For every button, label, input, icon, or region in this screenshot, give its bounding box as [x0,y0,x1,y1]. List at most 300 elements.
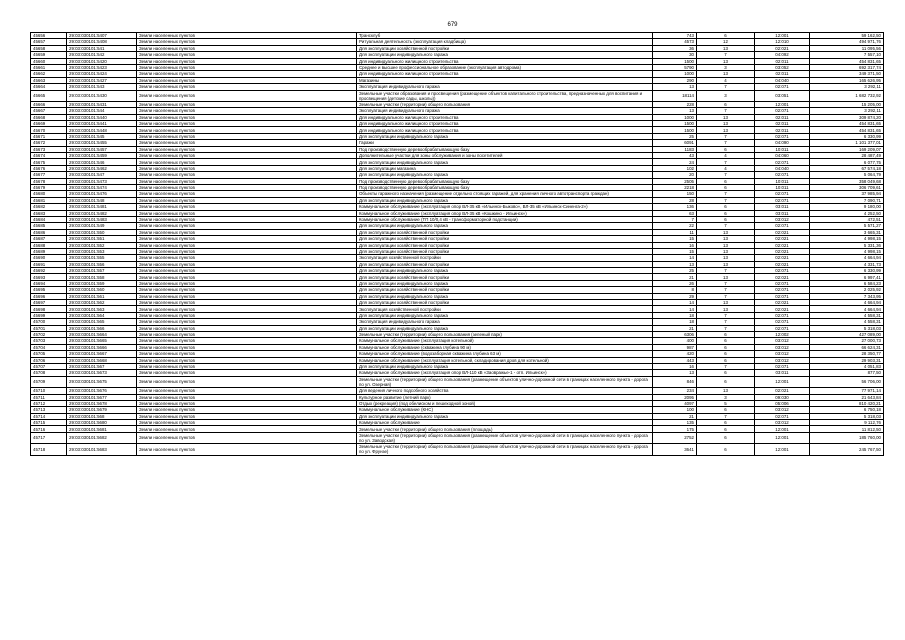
use-code-cell: 12:001 [755,432,810,443]
land-category-cell: Земли населенных пунктов [137,325,357,331]
land-category-cell: Земли населенных пунктов [137,165,357,171]
row-number-cell: 45707 [31,363,67,369]
cadastral-value-cell: 4 664,94 [810,300,884,306]
group-cell: 6 [697,426,755,432]
permitted-use-cell: Земельные участки (территории) общего пользования (размещение объектов улично-дорожной сети в границах населенного пункта - дорога по ул. Озерная) [357,376,653,387]
permitted-use-cell: Для ведения личного подсобного хозяйства [357,388,653,394]
cadastral-value-cell: 165 626,95 [810,77,884,83]
land-category-cell: Земли населенных пунктов [137,140,357,146]
area-cell: 1500 [653,58,697,64]
cadastral-number-cell: 29:03:030101:555 [67,255,137,261]
cadastral-value-cell: 6 330,99 [810,133,884,139]
use-code-cell: 03:052 [755,64,810,70]
cadastral-number-cell: 29:03:030101:5483 [67,216,137,222]
area-cell: 26 [653,280,697,286]
area-cell: 2505 [653,178,697,184]
cadastral-number-cell: 29:03:030101:5665 [67,338,137,344]
cadastral-number-cell: 29:03:030101:559 [67,280,137,286]
permitted-use-cell: Коммунальное обслуживание (эксплуатация котельной) [357,338,653,344]
permitted-use-cell: Для эксплуатации хозяйственной постройки [357,242,653,248]
land-category-cell: Земли населенных пунктов [137,204,357,210]
cadastral-value-cell: 358 049,68 [810,178,884,184]
cadastral-value-cell: 7 090,71 [810,197,884,203]
cadastral-number-cell: 29:03:030101:551 [67,236,137,242]
cadastral-value-cell: 77 971,14 [810,388,884,394]
use-code-cell: 02:071 [755,413,810,419]
row-number-cell: 45715 [31,420,67,426]
cadastral-value-cell: 3 665,31 [810,229,884,235]
cadastral-number-cell: 29:03:030101:5664 [67,331,137,337]
cadastral-value-cell: 169 209,07 [810,146,884,152]
table-row [31,376,884,387]
group-cell: 6 [697,33,755,39]
use-code-cell: 02:071 [755,312,810,318]
group-cell: 7 [697,191,755,197]
use-code-cell: 02:021 [755,306,810,312]
land-category-cell: Земли населенных пунктов [137,172,357,178]
row-number-cell: 45688 [31,242,67,248]
land-category-cell: Земли населенных пунктов [137,210,357,216]
row-number-cell: 45677 [31,172,67,178]
group-cell: 7 [697,413,755,419]
cadastral-number-cell: 29:03:030101:557 [67,268,137,274]
area-cell: 1500 [653,121,697,127]
row-number-cell: 45671 [31,133,67,139]
group-cell: 13 [697,255,755,261]
cadastral-number-cell: 29:03:030101:549 [67,223,137,229]
cadastral-value-cell: 4 664,94 [810,306,884,312]
cadastral-value-cell: 1 101 377,01 [810,140,884,146]
row-number-cell: 45669 [31,121,67,127]
land-category-cell: Земли населенных пунктов [137,306,357,312]
group-cell: 7 [697,133,755,139]
permitted-use-cell: Для эксплуатации хозяйственной постройки [357,261,653,267]
area-cell: 4573 [653,39,697,45]
area-cell: 30 [653,52,697,58]
area-cell: 15 [653,248,697,254]
group-cell: 7 [697,363,755,369]
area-cell: 7 [653,216,697,222]
permitted-use-cell: Для эксплуатации хозяйственной постройки [357,274,653,280]
cadastral-value-cell: 28 487,49 [810,153,884,159]
land-category-cell: Земли населенных пунктов [137,432,357,443]
row-number-cell: 45691 [31,261,67,267]
cadastral-number-cell: 29:03:030101:547 [67,172,137,178]
group-cell: 6 [697,351,755,357]
group-cell: 6 [697,216,755,222]
table-row [31,444,884,455]
permitted-use-cell: Ритуальная деятельность (эксплуатация кладбища) [357,39,653,45]
use-code-cell: 02:071 [755,268,810,274]
row-number-cell: 45708 [31,370,67,376]
area-cell: 20 [653,172,697,178]
cadastral-number-cell: 29:03:030101:5408 [67,39,137,45]
land-category-cell: Земли населенных пунктов [137,127,357,133]
land-category-cell: Земли населенных пунктов [137,45,357,51]
group-cell: 6 [697,432,755,443]
cadastral-number-cell: 29:03:030101:5407 [67,33,137,39]
cadastral-number-cell: 29:03:030101:553 [67,248,137,254]
group-cell: 7 [697,159,755,165]
row-number-cell: 45674 [31,153,67,159]
group-cell: 4 [697,165,755,171]
row-number-cell: 45699 [31,312,67,318]
cadastral-value-cell: 454 831,65 [810,121,884,127]
land-category-cell: Земли населенных пунктов [137,58,357,64]
cadastral-number-cell: 29:03:030101:541 [67,45,137,51]
permitted-use-cell: Коммунальное обслуживание (скважина глубина 90 м) [357,344,653,350]
area-cell: 22 [653,223,697,229]
land-category-cell: Земли населенных пунктов [137,153,357,159]
cadastral-number-cell: 29:03:030101:542 [67,52,137,58]
area-cell: 6306 [653,331,697,337]
area-cell: 15 [653,236,697,242]
cadastral-value-cell: 309 874,20 [810,114,884,120]
use-code-cell: 12:002 [755,331,810,337]
cadastral-value-table [30,32,884,456]
row-number-cell: 45664 [31,84,67,90]
cadastral-number-cell: 29:03:030101:5677 [67,394,137,400]
land-category-cell: Земли населенных пунктов [137,39,357,45]
land-category-cell: Земли населенных пунктов [137,274,357,280]
cadastral-number-cell: 29:03:030101:552 [67,242,137,248]
permitted-use-cell: Для индивидуального жилищного строительства [357,58,653,64]
row-number-cell: 45713 [31,407,67,413]
cadastral-value-cell: 3 292,11 [810,108,884,114]
cadastral-value-cell: 5 064,79 [810,172,884,178]
cadastral-value-cell: 59 162,50 [810,33,884,39]
land-category-cell: Земли населенных пунктов [137,287,357,293]
land-category-cell: Земли населенных пунктов [137,52,357,58]
use-code-cell: 02:071 [755,172,810,178]
area-cell: 43 [653,153,697,159]
cadastral-value-cell: 2 025,92 [810,287,884,293]
land-category-cell: Земли населенных пунктов [137,351,357,357]
use-code-cell: 03:012 [755,420,810,426]
area-cell: 135 [653,420,697,426]
use-code-cell: 10:011 [755,185,810,191]
area-cell: 136 [653,204,697,210]
row-number-cell: 45681 [31,197,67,203]
cadastral-number-cell: 29:03:030101:545 [67,133,137,139]
group-cell: 7 [697,280,755,286]
area-cell: 16 [653,363,697,369]
use-code-cell: 02:071 [755,280,810,286]
land-category-cell: Земли населенных пунктов [137,242,357,248]
land-category-cell: Земли населенных пунктов [137,363,357,369]
cadastral-value-cell: 4 558,31 [810,312,884,318]
permitted-use-cell: Эксплуатация хозяйственной постройки [357,255,653,261]
land-category-cell: Земли населенных пунктов [137,280,357,286]
permitted-use-cell: Для индивидуального жилищного строительства [357,114,653,120]
cadastral-value-cell: 6 330,99 [810,268,884,274]
use-code-cell: 02:071 [755,363,810,369]
cadastral-value-cell: 5 571,27 [810,223,884,229]
permitted-use-cell: Для эксплуатации индивидуального гаража [357,268,653,274]
cadastral-value-cell: 7 343,95 [810,293,884,299]
permitted-use-cell: Отдых (рекреация) (под обелиском и пешеходной зоной) [357,400,653,406]
group-cell: 6 [697,420,755,426]
group-cell: 6 [697,370,755,376]
row-number-cell: 45666 [31,101,67,107]
land-category-cell: Земли населенных пунктов [137,77,357,83]
group-cell: 13 [697,306,755,312]
cadastral-value-cell: 494 971,76 [810,39,884,45]
use-code-cell: 03:012 [755,338,810,344]
group-cell: 6 [697,331,755,337]
land-category-cell: Земли населенных пунктов [137,159,357,165]
land-category-cell: Земли населенных пунктов [137,133,357,139]
area-cell: 102 [653,165,697,171]
use-code-cell: 02:071 [755,159,810,165]
group-cell: 6 [697,146,755,152]
land-category-cell: Земли населенных пунктов [137,101,357,107]
cadastral-number-cell: 29:03:030101:5679 [67,407,137,413]
permitted-use-cell: Для эксплуатации хозяйственной постройки [357,287,653,293]
use-code-cell: 04:060 [755,153,810,159]
cadastral-number-cell: 29:03:030101:5667 [67,351,137,357]
land-category-cell: Земли населенных пунктов [137,33,357,39]
row-number-cell: 45678 [31,178,67,184]
cadastral-number-cell: 29:03:030101:5457 [67,146,137,152]
land-category-cell: Земли населенных пунктов [137,319,357,325]
land-category-cell: Земли населенных пунктов [137,216,357,222]
cadastral-number-cell: 29:03:030101:563 [67,306,137,312]
area-cell: 987 [653,344,697,350]
permitted-use-cell: Трансклуб [357,33,653,39]
cadastral-number-cell: 29:03:030101:5673 [67,370,137,376]
permitted-use-cell: Для эксплуатации индивидуального гаража [357,413,653,419]
land-category-cell: Земли населенных пунктов [137,312,357,318]
row-number-cell: 45656 [31,33,67,39]
cadastral-number-cell: 29:03:030101:5668 [67,357,137,363]
row-number-cell: 45701 [31,325,67,331]
permitted-use-cell: Для эксплуатации хозяйственной постройки [357,300,653,306]
land-category-cell: Земли населенных пунктов [137,388,357,394]
cadastral-number-cell: 29:03:030101:5420 [67,58,137,64]
row-number-cell: 45710 [31,388,67,394]
permitted-use-cell: Гаражи [357,140,653,146]
land-category-cell: Земли населенных пунктов [137,293,357,299]
land-category-cell: Земли населенных пунктов [137,146,357,152]
group-cell: 4 [697,77,755,83]
area-cell: 13 [653,108,697,114]
row-number-cell: 45716 [31,426,67,432]
table-row [31,90,884,101]
cadastral-number-cell: 29:03:030101:5430 [67,90,137,101]
cadastral-number-cell: 29:03:030101:5440 [67,114,137,120]
area-cell: 743 [653,33,697,39]
cadastral-number-cell: 29:03:030101:543 [67,84,137,90]
cadastral-number-cell: 29:03:030101:5474 [67,185,137,191]
row-number-cell: 45717 [31,432,67,443]
use-code-cell: 02:011 [755,121,810,127]
use-code-cell: 12:001 [755,33,810,39]
cadastral-value-cell: 454 831,65 [810,58,884,64]
group-cell: 13 [697,229,755,235]
cadastral-value-cell: 4 252,50 [810,210,884,216]
group-cell: 13 [697,261,755,267]
row-number-cell: 45689 [31,248,67,254]
land-category-cell: Земли населенных пунктов [137,331,357,337]
cadastral-value-cell: 454 831,65 [810,127,884,133]
group-cell: 7 [697,319,755,325]
permitted-use-cell: Эксплуатация хозяйственной постройки [357,306,653,312]
cadastral-value-cell: 56 706,00 [810,376,884,387]
cadastral-value-cell: 6 750,18 [810,407,884,413]
permitted-use-cell: Земельные участки (территории) общего пользования (зеленый парк) [357,331,653,337]
group-cell: 3 [697,90,755,101]
use-code-cell: 03:011 [755,204,810,210]
land-category-cell: Земли населенных пунктов [137,84,357,90]
cadastral-value-cell: 6 584,23 [810,280,884,286]
area-cell: 175 [653,426,697,432]
group-cell: 7 [697,268,755,274]
permitted-use-cell: Под производственную деревообрабатывающую базу [357,146,653,152]
group-cell: 5 [697,400,755,406]
group-cell: 13 [697,300,755,306]
group-cell: 6 [697,376,755,387]
cadastral-number-cell: 29:03:030101:5482 [67,210,137,216]
row-number-cell: 45702 [31,331,67,337]
permitted-use-cell: Коммунальное обслуживание (ТП 10/0,4 кВ - трансформаторной подстанции) [357,216,653,222]
group-cell: 13 [697,114,755,120]
group-cell: 12 [697,39,755,45]
cadastral-value-cell: 67 574,18 [810,165,884,171]
row-number-cell: 45690 [31,255,67,261]
group-cell: 7 [697,287,755,293]
group-cell: 6 [697,101,755,107]
row-number-cell: 45714 [31,413,67,419]
row-number-cell: 45685 [31,223,67,229]
cadastral-value-cell: 5 318,03 [810,413,884,419]
land-category-cell: Земли населенных пунктов [137,114,357,120]
area-cell: 1000 [653,71,697,77]
permitted-use-cell: Коммунальное обслуживание (КНС) [357,407,653,413]
permitted-use-cell: Эксплуатация индивидуального гаража [357,84,653,90]
group-cell: 6 [697,444,755,455]
area-cell: 6091 [653,140,697,146]
area-cell: 14 [653,300,697,306]
group-cell: 13 [697,127,755,133]
cadastral-number-cell: 29:03:030101:5683 [67,444,137,455]
row-number-cell: 45661 [31,64,67,70]
permitted-use-cell: Объекты гаражного назначения (размещение отдельно стоящих гаражей, для хранения личного автотранспорта граждан) [357,191,653,197]
cadastral-number-cell: 29:03:030101:548 [67,197,137,203]
use-code-cell: 12:001 [755,426,810,432]
cadastral-number-cell: 29:03:030101:5462 [67,165,137,171]
cadastral-number-cell: 29:03:030101:5473 [67,178,137,184]
area-cell: 18114 [653,90,697,101]
cadastral-value-cell: 4 558,31 [810,319,884,325]
group-cell: 7 [697,325,755,331]
permitted-use-cell: Земельные участки (территории) общего пользования (размещение объектов улично-дорожной сети в границах населенного пункта - дорога по ул. Фрунзе) [357,444,653,455]
row-number-cell: 45659 [31,52,67,58]
area-cell: 290 [653,77,697,83]
use-code-cell: 09:030 [755,394,810,400]
group-cell: 13 [697,121,755,127]
cadastral-number-cell: 29:03:030101:5448 [67,127,137,133]
group-cell: 13 [697,58,755,64]
group-cell: 13 [697,71,755,77]
land-category-cell: Земли населенных пунктов [137,420,357,426]
row-number-cell: 45698 [31,306,67,312]
cadastral-value-cell: 11 095,56 [810,45,884,51]
use-code-cell: 04:040 [755,77,810,83]
group-cell: 7 [697,140,755,146]
use-code-cell: 12:010 [755,39,810,45]
cadastral-number-cell: 29:03:030101:562 [67,300,137,306]
cadastral-value-cell: 4 664,94 [810,255,884,261]
area-cell: 150 [653,191,697,197]
permitted-use-cell: Для эксплуатации хозяйственной постройки [357,248,653,254]
use-code-cell: 02:071 [755,133,810,139]
cadastral-value-cell: 4 998,15 [810,236,884,242]
use-code-cell: 04:040 [755,165,810,171]
permitted-use-cell: Земельные участки образования и просвещения (размещение объектов капитального строительства, предназначенных для воспитания и просвещения (детские сады, школы)) [357,90,653,101]
row-number-cell: 45697 [31,300,67,306]
permitted-use-cell: Для эксплуатации индивидуального гаража [357,159,653,165]
cadastral-value-cell: 472,51 [810,216,884,222]
land-category-cell: Земли населенных пунктов [137,71,357,77]
cadastral-value-cell: 5 318,03 [810,325,884,331]
group-cell: 7 [697,172,755,178]
row-number-cell: 45672 [31,140,67,146]
use-code-cell: 02:071 [755,84,810,90]
group-cell: 7 [697,223,755,229]
row-number-cell: 45657 [31,39,67,45]
land-category-cell: Земли населенных пунктов [137,261,357,267]
table-row [31,432,884,443]
area-cell: 14 [653,306,697,312]
cadastral-number-cell: 29:03:030101:564 [67,312,137,318]
permitted-use-cell: Коммунальное обслуживание (эксплуатация котельной, складирования дров для котельной) [357,357,653,363]
permitted-use-cell: Под производственную деревообрабатывающую базу [357,178,653,184]
land-category-cell: Земли населенных пунктов [137,394,357,400]
group-cell: 7 [697,52,755,58]
cadastral-value-cell: 15 205,00 [810,101,884,107]
permitted-use-cell: Для индивидуального жилищного строительства [357,127,653,133]
use-code-cell: 02:021 [755,261,810,267]
use-code-cell: 02:011 [755,58,810,64]
area-cell: 25 [653,133,697,139]
land-category-cell: Земли населенных пунктов [137,407,357,413]
permitted-use-cell: Коммунальное обслуживание (водозаборная скважина глубина 63 м) [357,351,653,357]
group-cell: 6 [697,338,755,344]
area-cell: 16 [653,242,697,248]
cadastral-value-cell: 6 077,75 [810,159,884,165]
use-code-cell: 02:021 [755,388,810,394]
cadastral-value-cell: 810 420,21 [810,400,884,406]
land-category-cell: Земли населенных пунктов [137,255,357,261]
use-code-cell: 12:001 [755,444,810,455]
group-cell: 6 [697,344,755,350]
area-cell: 1183 [653,146,697,152]
area-cell: 3641 [653,444,697,455]
land-category-cell: Земли населенных пунктов [137,300,357,306]
permitted-use-cell: Под производственную деревообрабатывающую базу [357,185,653,191]
group-cell: 6 [697,204,755,210]
cadastral-number-cell: 29:03:030101:5423 [67,64,137,70]
group-cell: 7 [697,312,755,318]
group-cell: 3 [697,64,755,70]
land-category-cell: Земли населенных пунктов [137,108,357,114]
area-cell: 1000 [653,114,697,120]
row-number-cell: 45668 [31,114,67,120]
use-code-cell: 02:071 [755,319,810,325]
group-cell: 13 [697,45,755,51]
use-code-cell: 02:021 [755,274,810,280]
